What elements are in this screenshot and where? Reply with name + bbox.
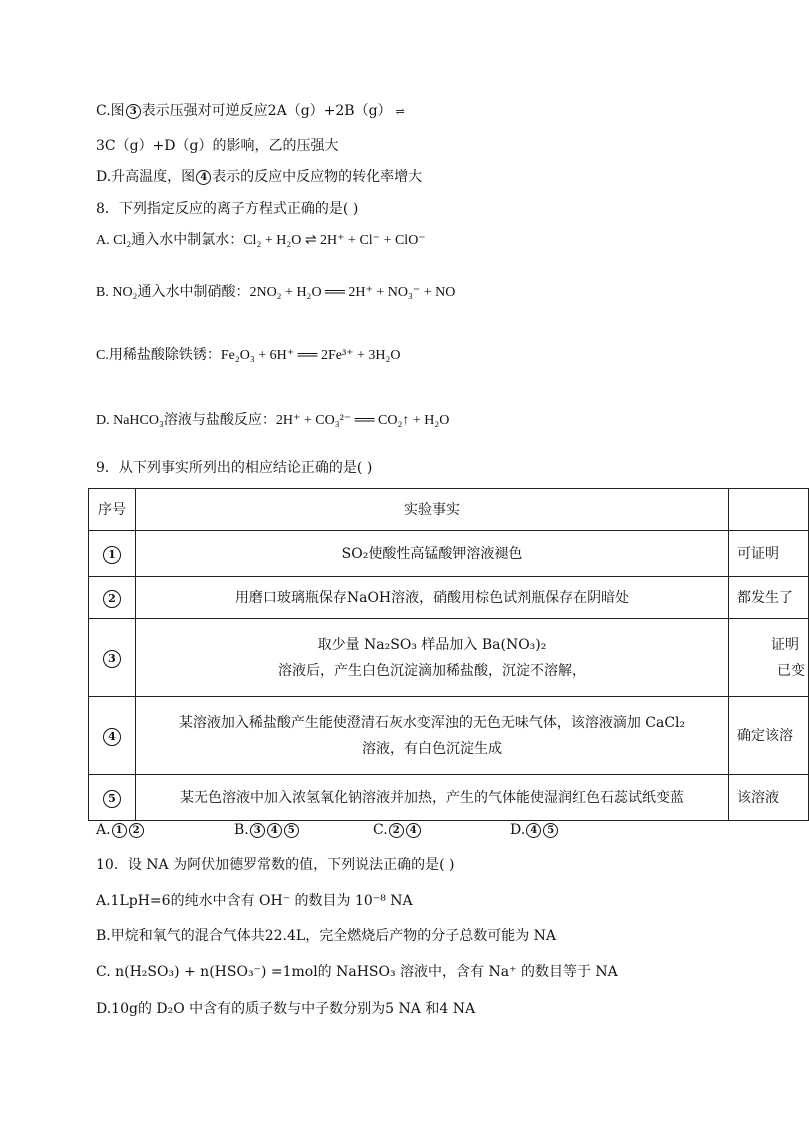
q7d-post: 表示的反应中反应物的转化率增大 xyxy=(212,169,423,185)
row-conclusion: 可证明 xyxy=(729,531,809,577)
row-number-circle: 2 xyxy=(103,590,121,608)
q7c-pre: C.图 xyxy=(96,103,125,119)
q10-option-a: A.1LpH=6的纯水中含有 OH⁻ 的数目为 10⁻⁸ NA xyxy=(96,893,413,909)
option-circle: 1 xyxy=(112,823,127,838)
table-row xyxy=(89,697,809,775)
row-number-circle: 3 xyxy=(103,650,121,668)
row-conclusion: 该溶液 xyxy=(729,775,809,821)
q9-options xyxy=(96,822,596,844)
option-circle: 2 xyxy=(129,823,144,838)
option-label: D. xyxy=(510,822,526,838)
q10-option-d: D.10g的 D₂O 中含有的质子数与中子数分别为5 NA 和4 NA xyxy=(96,1001,476,1017)
row-fact: 某无色溶液中加入浓氢氧化钠溶液并加热，产生的气体能使湿润红色石蕊试纸变蓝 xyxy=(136,775,729,821)
row-fact-line2: 溶液后，产生白色沉淀滴加稀盐酸，沉淀不溶解， xyxy=(278,662,586,679)
q9-stem: 9．从下列事实所列出的相应结论正确的是( ) xyxy=(96,460,373,476)
q8d-equation: 2H⁺ + CO₃²⁻ ══ CO₂↑ + H₂O xyxy=(275,413,450,428)
row-fact-line1: 取少量 Na₂SO₃ 样品加入 Ba(NO₃)₂ xyxy=(317,636,547,653)
row-fact-line1: 某溶液加入稀盐酸产生能使澄清石灰水变浑浊的无色无味气体，该溶液滴加 CaCl₂ xyxy=(178,714,686,731)
q7-option-c-line2: 3C（g）+D（g）的影响，乙的压强大 xyxy=(96,138,339,154)
q8-option-b xyxy=(96,282,455,304)
row-number-circle: 5 xyxy=(103,790,121,808)
q8c-label: C.用稀盐酸除铁锈： xyxy=(96,348,221,363)
q9-option-b xyxy=(234,822,300,838)
q8d-label: D. NaHCO₃溶液与盐酸反应： xyxy=(96,413,276,428)
q8a-equation: Cl₂ + H₂O ⇌ 2H⁺ + Cl⁻ + ClO⁻ xyxy=(243,233,426,248)
reversible-arrow-icon: ⇌ xyxy=(395,105,404,118)
q7d-pre: D.升高温度，图 xyxy=(96,169,196,185)
q7-option-d xyxy=(96,166,422,188)
header-fact: 实验事实 xyxy=(136,489,729,531)
option-label: A. xyxy=(96,822,111,838)
q8-option-c xyxy=(96,345,401,367)
q9-option-d xyxy=(510,822,559,838)
q10-option-c: C. n(H₂SO₃) + n(HSO₃⁻) =1mol的 NaHSO₃ 溶液中，含有 Na⁺ 的数目等于 NA xyxy=(96,964,618,980)
q9-facts-table xyxy=(88,488,809,821)
q8c-equation: Fe₂O₃ + 6H⁺ ══ 2Fe³⁺ + 3H₂O xyxy=(220,348,401,363)
q8b-equation: 2NO₂ + H₂O ══ 2H⁺ + NO₃⁻ + NO xyxy=(249,285,456,300)
header-conclusion xyxy=(729,489,809,531)
q10-option-b: B.甲烷和氧气的混合气体共22.4L，完全燃烧后产物的分子总数可能为 NA xyxy=(96,928,557,944)
table-header-row xyxy=(89,489,809,531)
table-row xyxy=(89,775,809,821)
row-fact xyxy=(136,697,729,775)
option-label: B. xyxy=(234,822,249,838)
table-row xyxy=(89,531,809,577)
row-number-circle: 1 xyxy=(103,546,121,564)
row-conclusion-line1: 证明 xyxy=(771,636,799,653)
option-circle: 4 xyxy=(267,823,282,838)
row-fact xyxy=(136,619,729,697)
row-conclusion: 都发生了 xyxy=(729,577,809,619)
q9-option-c xyxy=(373,822,422,838)
option-label: C. xyxy=(373,822,388,838)
row-number-circle: 4 xyxy=(103,728,121,746)
option-circle: 3 xyxy=(250,823,265,838)
row-conclusion xyxy=(729,619,809,697)
option-circle: 5 xyxy=(543,823,558,838)
row-fact: 用磨口玻璃瓶保存NaOH溶液，硝酸用棕色试剂瓶保存在阴暗处 xyxy=(136,577,729,619)
row-fact-line2: 溶液，有白色沉淀生成 xyxy=(362,740,502,757)
figure-3-circle: 3 xyxy=(126,104,141,119)
header-number: 序号 xyxy=(89,489,136,531)
row-conclusion-line2: 已变 xyxy=(777,662,805,679)
option-circle: 4 xyxy=(526,823,541,838)
q8b-label: B. NO₂通入水中制硝酸： xyxy=(96,285,250,300)
q8-stem: 8．下列指定反应的离子方程式正确的是( ) xyxy=(96,201,359,217)
q8a-label: A. Cl₂通入水中制氯水： xyxy=(96,233,244,248)
q7-option-c-line1 xyxy=(96,100,408,123)
q7c-mid: 表示压强对可逆反应2A（g）+2B（g） xyxy=(141,103,392,119)
option-circle: 2 xyxy=(389,823,404,838)
q10-stem: 10．设 NA 为阿伏加德罗常数的值，下列说法正确的是( ) xyxy=(96,857,455,873)
figure-4-circle: 4 xyxy=(196,170,211,185)
row-fact: SO₂使酸性高锰酸钾溶液褪色 xyxy=(136,531,729,577)
table-row xyxy=(89,577,809,619)
row-conclusion: 确定该溶 xyxy=(729,697,809,775)
table-row xyxy=(89,619,809,697)
q9-option-a xyxy=(96,822,145,838)
q8-option-a xyxy=(96,230,426,252)
q8-option-d xyxy=(96,410,449,432)
option-circle: 5 xyxy=(284,823,299,838)
option-circle: 4 xyxy=(406,823,421,838)
